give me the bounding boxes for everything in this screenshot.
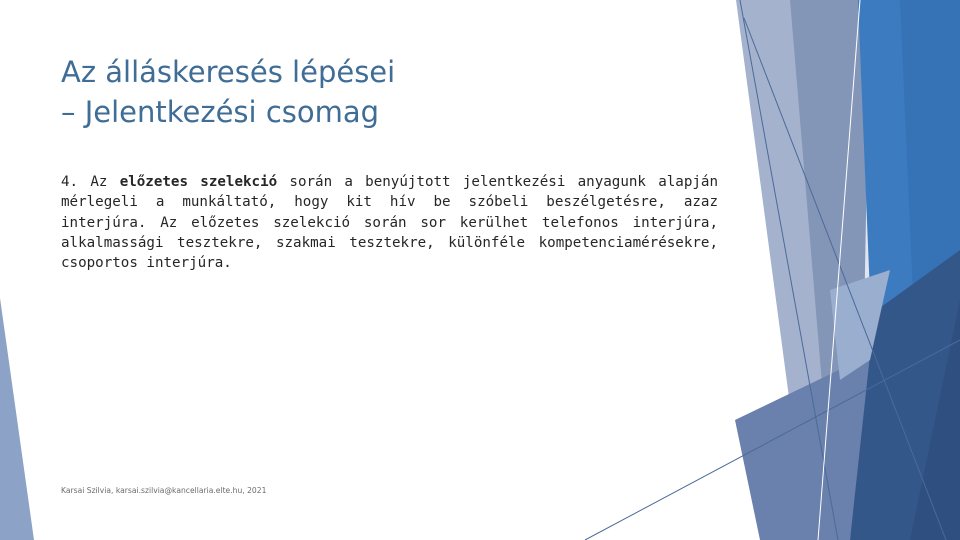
left-edge-shape bbox=[0, 298, 34, 540]
footer-credit: Karsai Szilvia, karsai.szilvia@kancellaria.elte.hu, 2021 bbox=[61, 486, 267, 495]
body-paragraph bbox=[61, 172, 718, 273]
slide-title-line-2: – Jelentkezési csomag bbox=[61, 95, 380, 129]
body-emphasis: előzetes szelekció bbox=[119, 174, 278, 190]
body-intro: 4. Az bbox=[61, 174, 120, 190]
body-rest: során a benyújtott jelentkezési anyagunk alapján mérlegeli a munkáltató, hogy kit hív be szóbeli beszélgetésre, azaz interjúra. Az előzetes szelekció során sor kerülhet telefonos interjúra, alkalmassági tesztekre, szakmai tesztekre, különféle kompetenciamérésekre, csoportos interjúra. bbox=[61, 174, 718, 272]
slide-title bbox=[61, 52, 701, 132]
slide-title-line-1: Az álláskeresés lépései bbox=[61, 55, 396, 89]
